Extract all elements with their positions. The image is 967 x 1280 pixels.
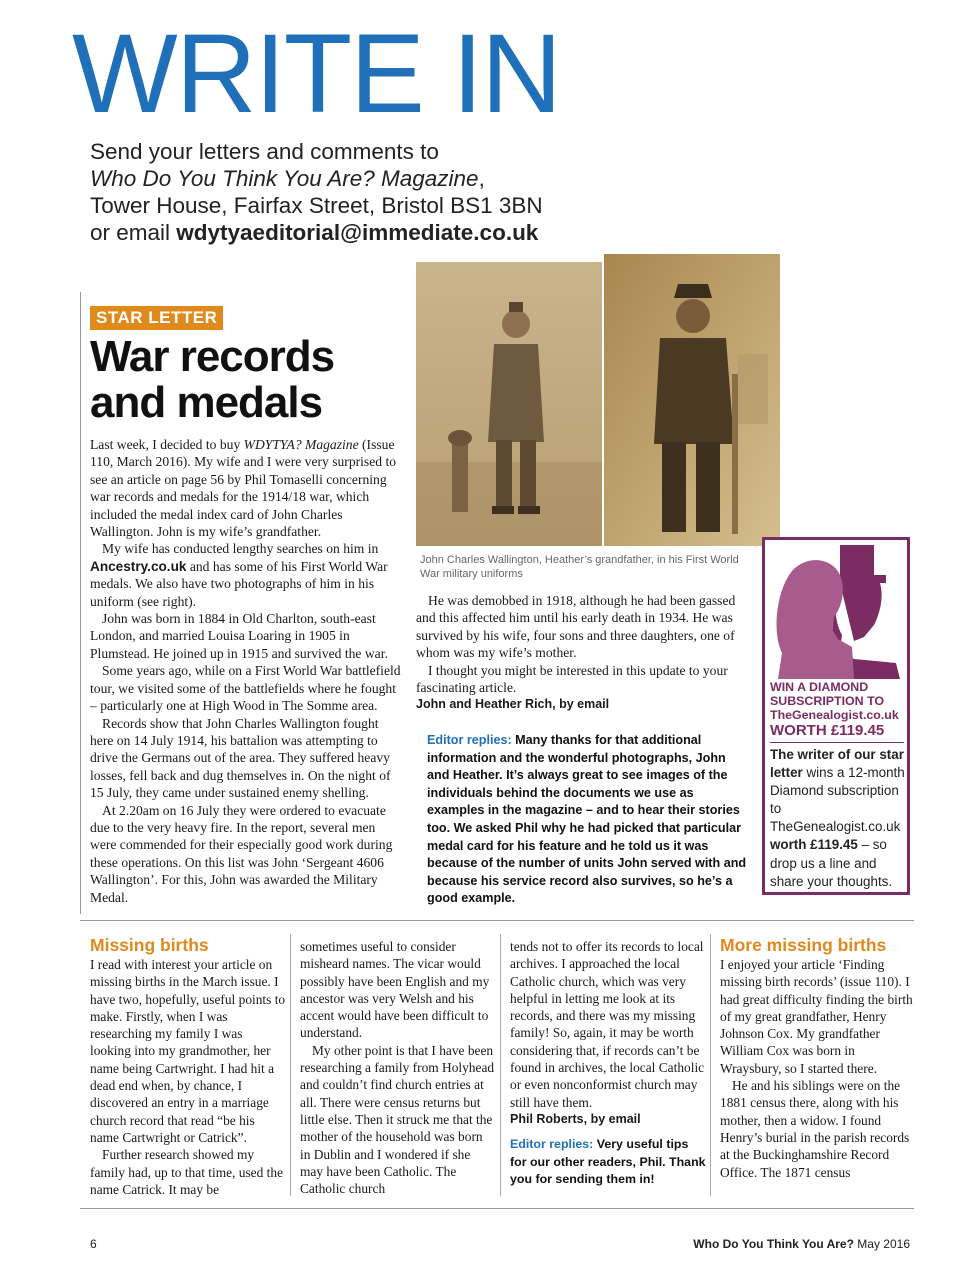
text-run: Last week, I decided to buy — [90, 437, 244, 452]
soldier-photo-2-image — [604, 254, 780, 546]
paragraph: I enjoyed your article ‘Finding missing birth records’ (issue 110). I had great difficulty finding the birth of my great grandfather, Henry Johnson Cox. My grandfather William Cox was born in Wraysbury, so I started there. — [720, 957, 913, 1076]
paragraph: sometimes useful to consider misheard names. The vicar would possibly have been English and my ancestor was very Welsh and his accent would have been difficult to understand. — [300, 939, 490, 1041]
letter-signature: John and Heather Rich, by email — [416, 697, 610, 712]
send-line-3: Tower House, Fairfax Street, Bristol BS1 3BN — [90, 193, 543, 218]
promo-body-text: wins a 12-month Diamond subscription to TheGenealogist.co.uk — [770, 765, 905, 835]
letter-signature: Phil Roberts, by email — [510, 1111, 641, 1126]
promo-body-worth: worth £119.45 — [770, 837, 858, 853]
headline-line-1: War records — [90, 332, 335, 381]
paragraph: At 2.20am on 16 July they were ordered to evacuate due to the very heavy fire. In the report, several men were commended for their especially good work during these operations. On this list was John ‘Sergeant 4606 Wallington’. For this, John was awarded the Military Medal. — [90, 802, 393, 905]
column-text — [510, 938, 706, 1188]
promo-body-text-2: – so drop us a line and share your thoughts. — [770, 837, 893, 889]
column-rule — [500, 934, 501, 1196]
text-run: and has some of his First World War medals. We also have two photographs of him in his uniform (see right). — [90, 558, 388, 609]
send-line-4 — [90, 219, 610, 246]
send-line-1: Send your letters and comments to — [90, 139, 439, 164]
editor-reply-missing — [510, 1136, 706, 1188]
soldier-photo-1 — [416, 262, 602, 546]
more-missing-births — [720, 934, 916, 1181]
masthead-title — [72, 11, 612, 136]
soldier-photo-1-image — [416, 262, 602, 546]
editor-reply-text: Many thanks for that additional information and the wonderful photographs, John and Heather. It’s always great to see images of the individuals behind the documents we use as examples in the magazine – and to hear their stories too. We asked Phil why he had picked that particular medal card for his feature and he told us it was because of the number of units John served with and because his service record also survives, so he’s a good example. — [427, 733, 747, 906]
paragraph — [90, 540, 405, 610]
column-divider-left — [80, 292, 81, 914]
missing-births-col-1 — [90, 934, 286, 1198]
headline-line-2: and medals — [90, 378, 323, 427]
email-address[interactable]: wdytyaeditorial@immediate.co.uk — [176, 220, 539, 245]
promo-heading-text: WIN A DIAMOND SUBSCRIPTION TO — [770, 680, 885, 708]
missing-births-col-3 — [510, 938, 706, 1188]
text-run: (Issue 110, March 2016). My wife and I were very surprised to see an article on page 56 by Phil Tomaselli concerning war records and medals for the 1914/18 war, which included the medal index card of John Charles Wallington. John is my wife’s grandfather. — [90, 437, 397, 540]
paragraph: Further research showed my family had, up to that time, used the name Catrick. It may be — [90, 1147, 284, 1197]
promo-site: TheGenealogist.co.uk — [770, 708, 899, 722]
star-letter-headline — [90, 334, 410, 426]
star-letter-body-right — [416, 592, 746, 714]
star-letter-body-left — [90, 436, 405, 906]
paragraph: tends not to offer its records to local archives. I approached the local Catholic church, which was very helpful in letting me look at its records, and there was my missing family! So, again, it may be worth considering that, if records can’t be found in archives, the local Catholic or even nonconformist church may still have them. — [510, 939, 705, 1110]
column-text — [720, 956, 916, 1181]
paragraph: John was born in 1884 in Old Charlton, south-east London, and married Louisa Loaring in 1905 in Plumstead. He joined up in 1915 and survived the war. — [90, 611, 388, 661]
paragraph: I read with interest your article on missing births in the March issue. I have two, hopefully, useful points to make. Firstly, when I was researching my family I was looking into my grandmother, her name being Cartwright. I had hit a dead end when, by chance, I discovered an entry in a marriage church record that read “be his name Cartwright or Catrick”. — [90, 957, 286, 1145]
promo-divider — [770, 742, 904, 743]
promo-heading — [770, 680, 906, 722]
missing-births-heading: Missing births — [90, 935, 209, 955]
email-prefix: or email — [90, 220, 177, 245]
website-name: Ancestry.co.uk — [90, 558, 187, 574]
send-comma: , — [478, 166, 485, 191]
paragraph: He was demobbed in 1918, although he had been gassed and this affected him until his early death in 1934. He was survived by his wife, four sons and three daughters, one of whom was my wife’s mother. — [416, 593, 736, 661]
editor-reply-star — [427, 732, 747, 908]
paragraph: I thought you might be interested in this update to your fascinating article. — [416, 662, 728, 696]
paragraph: Records show that John Charles Wallington fought here on 14 July 1914, his battalion was attempting to drive the Germans out of the area. They suffered heavy losses, fell back and dug themselves in. On the night of 15 July, they came under sustained enemy shelling. — [90, 715, 391, 801]
section-divider — [80, 920, 914, 921]
magazine-title: WDYTYA? Magazine — [243, 437, 359, 452]
paragraph: Some years ago, while on a First World War battlefield tour, we visited some of the battlefields where he fought – particularly one at High Wood in The Somme area. — [90, 663, 401, 714]
column-rule — [290, 934, 291, 1196]
paragraph — [90, 436, 405, 540]
star-letter-badge: STAR LETTER — [90, 306, 223, 330]
page-number: 6 — [90, 1237, 97, 1251]
column-rule — [710, 934, 711, 1196]
magazine-name: Who Do You Think You Are? Magazine — [90, 166, 479, 191]
footer-rule — [80, 1208, 914, 1209]
submission-info — [90, 138, 610, 246]
more-missing-births-heading: More missing births — [720, 935, 887, 955]
column-text — [90, 956, 286, 1198]
footer-magazine: Who Do You Think You Are? — [693, 1237, 854, 1251]
send-line-2 — [90, 165, 610, 192]
footer-issue — [600, 1237, 910, 1251]
silhouette-icon — [768, 541, 906, 681]
footer-date: May 2016 — [853, 1237, 910, 1251]
promo-body-bold: The writer of our star letter — [770, 747, 904, 781]
paragraph: He and his siblings were on the 1881 census there, along with his mother, then a widow. I found Henry’s burial in the parish records at the Buckinghamshire Record Office. The 1871 census — [720, 1078, 910, 1180]
masthead-title-text: WRITE IN — [72, 11, 560, 136]
soldier-photo-2 — [604, 254, 780, 546]
photo-caption: John Charles Wallington, Heather’s grandfather, in his First World War military uniforms — [420, 554, 739, 580]
editor-replies-label: Editor replies: — [510, 1137, 594, 1152]
paragraph: My other point is that I have been researching a family from Holyhead and couldn’t find church entries at all. There were census returns but little else. Then it struck me that the mother of the household was born in Dublin and I wondered if she may have been Catholic. The Catholic church — [300, 1042, 495, 1197]
editor-reply-text: Very useful tips for our other readers, Phil. Thank you for sending them in! — [510, 1137, 706, 1186]
missing-births-col-2 — [300, 938, 496, 1197]
editor-replies-label: Editor replies: — [427, 733, 512, 747]
promo-body — [770, 746, 906, 891]
promo-worth: WORTH £119.45 — [770, 722, 885, 739]
column-text — [300, 938, 496, 1197]
text-run: My wife has conducted lengthy searches on him in — [102, 541, 379, 557]
